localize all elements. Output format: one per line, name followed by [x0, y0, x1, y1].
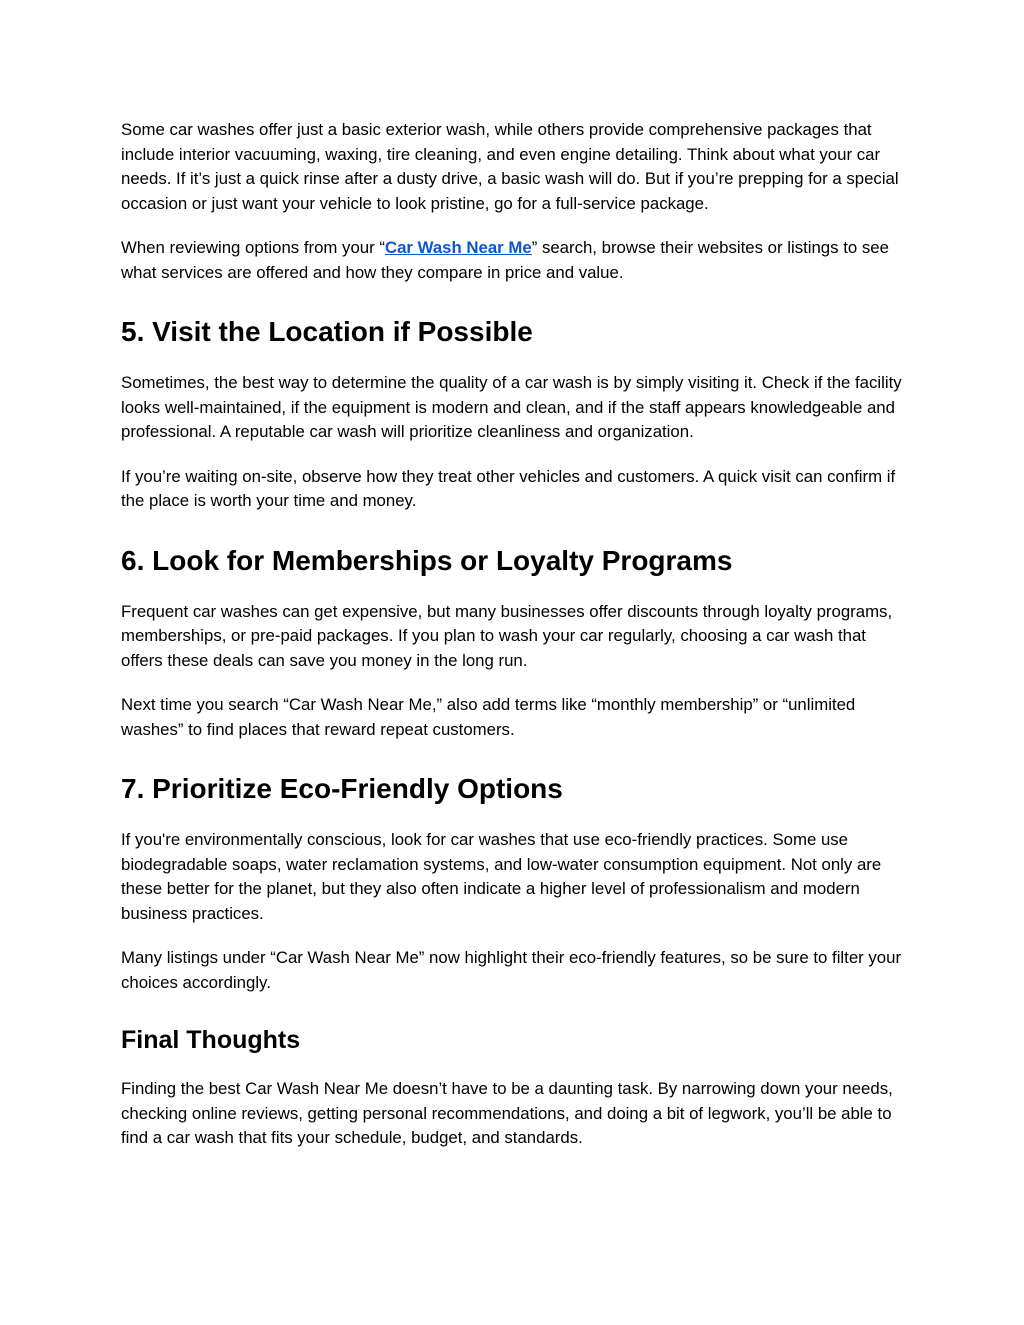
section-7-heading: 7. Prioritize Eco-Friendly Options [121, 773, 563, 804]
section-5-paragraph-1: Sometimes, the best way to determine the quality of a car wash is by simply visiting it. Check if the facility looks well-maintained, if the equipment is modern and clean, and if the staff appears knowledgeable and professional. A reputable car wash will prioritize cleanliness and organization. [121, 373, 902, 441]
intro-paragraph-2 [121, 236, 903, 285]
document-page [121, 118, 903, 1171]
section-5-paragraph-2: If you’re waiting on-site, observe how they treat other vehicles and customers. A quick visit can confirm if the place is worth your time and money. [121, 466, 896, 510]
section-6-paragraph-2: Next time you search “Car Wash Near Me,” also add terms like “monthly membership” or “unlimited washes” to find places that reward repeat customers. [121, 695, 856, 739]
final-thoughts-heading: Final Thoughts [121, 1026, 301, 1054]
car-wash-near-me-link[interactable]: Car Wash Near Me [384, 238, 532, 257]
intro-paragraph-2-before: When reviewing options from your “ [121, 238, 385, 257]
section-6-paragraph-1: Frequent car washes can get expensive, but many businesses offer discounts through loyalty programs, memberships, or pre-paid packages. If you plan to wash your car regularly, choosing a car wash that offers these deals can save you money in the long run. [121, 601, 893, 670]
final-thoughts-paragraph: Finding the best Car Wash Near Me doesn’t have to be a daunting task. By narrowing down your needs, checking online reviews, getting personal recommendations, and doing a bit of legwork, you’ll be able to find a car wash that fits your schedule, budget, and standards. [121, 1079, 893, 1147]
intro-paragraph-1: Some car washes offer just a basic exterior wash, while others provide comprehensive packages that include interior vacuuming, waxing, tire cleaning, and even engine detailing. Think about what your car needs. If it’s just a quick rinse after a dusty drive, a basic wash will do. But if you’re prepping for a special occasion or just want your vehicle to look pristine, go for a full-service package. [121, 120, 899, 213]
section-7-paragraph-2: Many listings under “Car Wash Near Me” now highlight their eco-friendly features, so be sure to filter your choices accordingly. [121, 948, 902, 992]
section-7-paragraph-1: If you're environmentally conscious, look for car washes that use eco-friendly practices. Some use biodegradable soaps, water reclamation systems, and low-water consumption equipment. Not only are these better for the planet, but they also often indicate a higher level of professionalism and modern business practices. [121, 830, 882, 923]
section-5-heading: 5. Visit the Location if Possible [121, 316, 533, 347]
section-6-heading: 6. Look for Memberships or Loyalty Programs [121, 544, 733, 576]
intro-paragraph-2-after: ” search, browse their websites or listings to see what services are offered and how they compare in price and value. [121, 238, 889, 282]
